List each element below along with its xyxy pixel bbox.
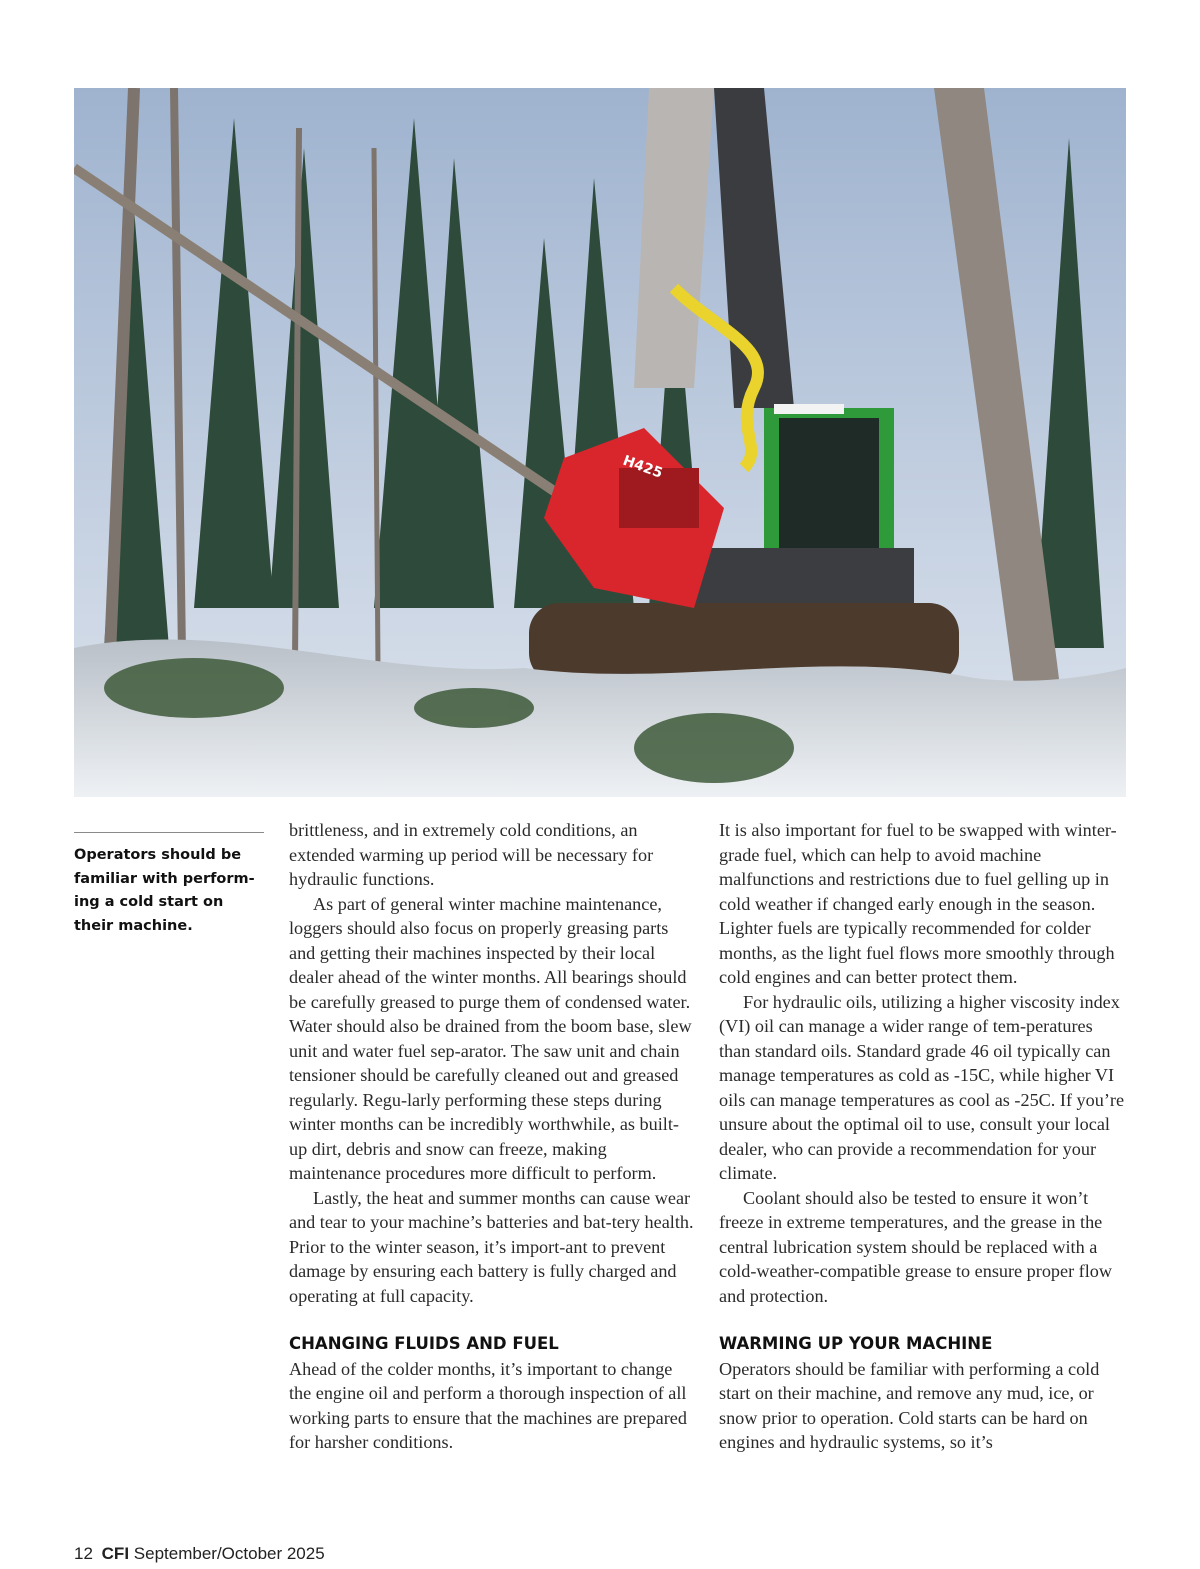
section-heading: CHANGING FLUIDS AND FUEL: [289, 1334, 559, 1353]
paragraph: Ahead of the colder months, it’s important to change the engine oil and perform a thorough inspection of all working parts to ensure that the machines are prepared for harsher conditions.: [289, 1358, 687, 1452]
page-footer: [74, 1544, 325, 1564]
magazine-name: CFI: [101, 1544, 130, 1563]
paragraph: For hydraulic oils, utilizing a higher viscosity index (VI) oil can manage a wider range of tem-peratures than standard oils. Standard grade 46 oil typically can manage temperatures as cold as -15C, while higher VI oils can manage temperatures as cool as -25C. If you’re unsure about the optimal oil to use, consult your local dealer, who can provide a recommendation for your climate.: [719, 991, 1125, 1183]
section-heading: WARMING UP YOUR MACHINE: [719, 1334, 993, 1353]
page-number: 12: [74, 1544, 93, 1563]
paragraph: As part of general winter machine maintenance, loggers should also focus on properly greasing parts and getting their machines inspected by their local dealer ahead of the winter months. All bearings should be carefully greased to purge them of condensed water. Water should also be drained from the boom base, slew unit and water fuel sep-arator. The saw unit and chain tensioner should be carefully cleaned out and greased regularly. Regu-larly performing these steps during winter months can be incredibly worthwhile, as built-up dirt, debris and snow can freeze, making maintenance procedures more difficult to perform.: [289, 893, 692, 1183]
paragraph: Lastly, the heat and summer months can cause wear and tear to your machine’s batteries and bat-tery health. Prior to the winter season, it’s import-ant to prevent damage by ensuring each battery is fully charged and operating at full capacity.: [289, 1187, 694, 1306]
head-model-label: H425: [620, 452, 665, 482]
issue-date: September/October 2025: [133, 1544, 325, 1563]
paragraph: brittleness, and in extremely cold conditions, an extended warming up period will be necessary for hydraulic functions.: [289, 820, 654, 889]
article-column-1: [289, 818, 697, 1455]
paragraph: Coolant should also be tested to ensure it won’t freeze in extreme temperatures, and the grease in the central lubrication system should be replaced with a cold-weather-compatible grease to ensure proper flow and protection.: [719, 1187, 1113, 1306]
paragraph: It is also important for fuel to be swapped with winter-grade fuel, which can help to avoid machine malfunctions and restrictions due to fuel gelling up in cold weather if changed early enough in the season. Lighter fuels are typically recommended for colder months, as the light fuel flows more smoothly through cold engines and can better protect them.: [719, 820, 1117, 987]
caption-rule: [74, 832, 264, 833]
photo-caption: Operators should be familiar with perform-ing a cold start on their machine.: [74, 847, 255, 934]
harvester-photo: [74, 88, 1126, 797]
article-column-2: [719, 818, 1127, 1455]
paragraph: Operators should be familiar with performing a cold start on their machine, and remove any mud, ice, or snow prior to operation. Cold starts can be hard on engines and hydraulic systems, so it’s: [719, 1358, 1100, 1452]
